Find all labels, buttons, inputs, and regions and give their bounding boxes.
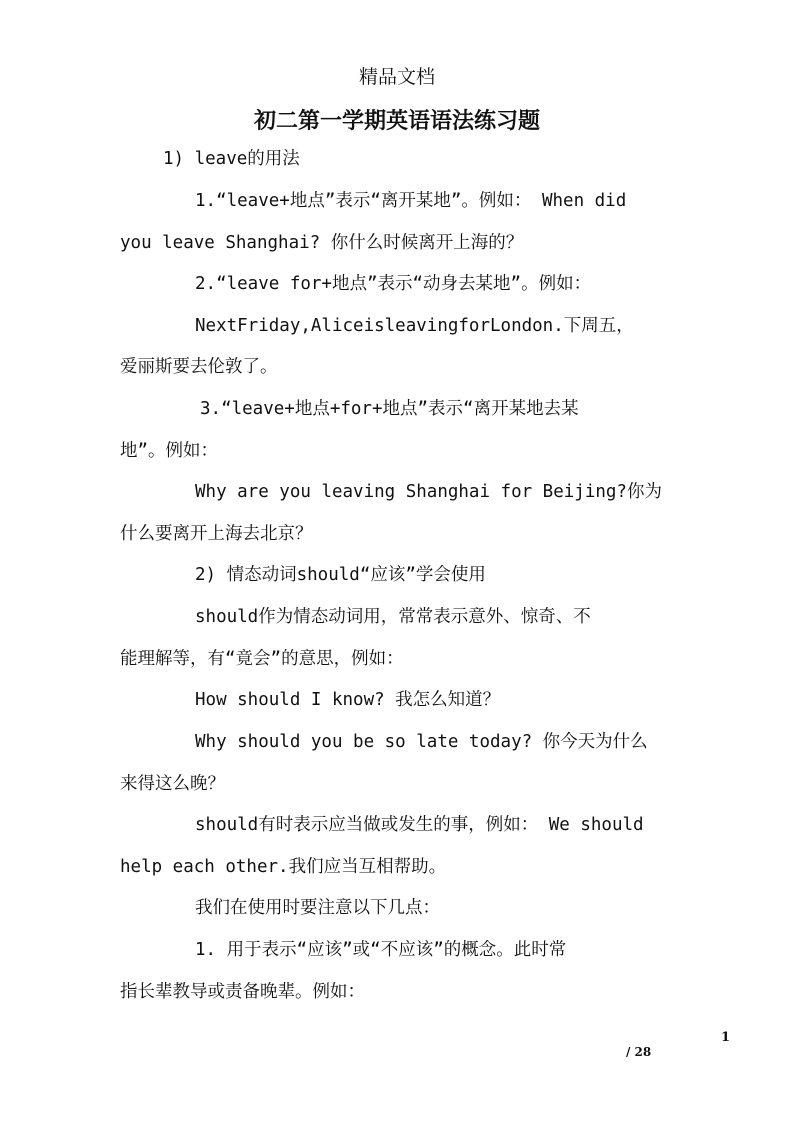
paragraph-line: 1. 用于表示“应该”或“不应该”的概念。此时常 xyxy=(195,940,567,960)
paragraph-line: NextFriday,AliceisleavingforLondon.下周五， xyxy=(195,316,634,336)
paragraph-line: help each other.我们应当互相帮助。 xyxy=(120,857,447,877)
paragraph-line: 1.“leave+地点”表示“离开某地”。例如： When did xyxy=(195,191,627,211)
document-header: 精品文档 xyxy=(358,66,435,88)
section-heading-leave: 1) leave的用法 xyxy=(163,149,300,169)
paragraph-line: 我们在使用时要注意以下几点： xyxy=(195,898,440,918)
paragraph-line: 3.“leave+地点+for+地点”表示“离开某地去某 xyxy=(200,399,579,419)
paragraph-line: you leave Shanghai? 你什么时候离开上海的？ xyxy=(120,233,524,253)
page-number: 1 xyxy=(720,1030,730,1045)
page-total: / 28 xyxy=(626,1045,652,1059)
paragraph-line: should作为情态动词用，常常表示意外、惊奇、不 xyxy=(195,607,591,627)
paragraph-line: Why should you be so late today? 你今天为什么 xyxy=(195,732,648,752)
paragraph-line: 什么要离开上海去北京？ xyxy=(120,524,313,544)
paragraph-line: Why are you leaving Shanghai for Beijing?你为 xyxy=(195,482,662,502)
paragraph-line: How should I know? 我怎么知道？ xyxy=(195,690,501,710)
paragraph-line: 来得这么晚？ xyxy=(120,774,225,794)
paragraph-line: 能理解等，有“竟会”的意思，例如： xyxy=(120,649,404,669)
paragraph-line: 指长辈教导或责备晚辈。例如： xyxy=(120,982,365,1002)
section-heading-should: 2) 情态动词should“应该”学会使用 xyxy=(195,565,486,585)
paragraph-line: should有时表示应当做或发生的事，例如： We should xyxy=(195,815,644,835)
paragraph-line: 地”。例如： xyxy=(120,441,219,461)
paragraph-line: 爱丽斯要去伦敦了。 xyxy=(120,357,278,377)
page-title: 初二第一学期英语语法练习题 xyxy=(253,108,540,134)
paragraph-line: 2.“leave for+地点”表示“动身去某地”。例如： xyxy=(195,274,592,294)
